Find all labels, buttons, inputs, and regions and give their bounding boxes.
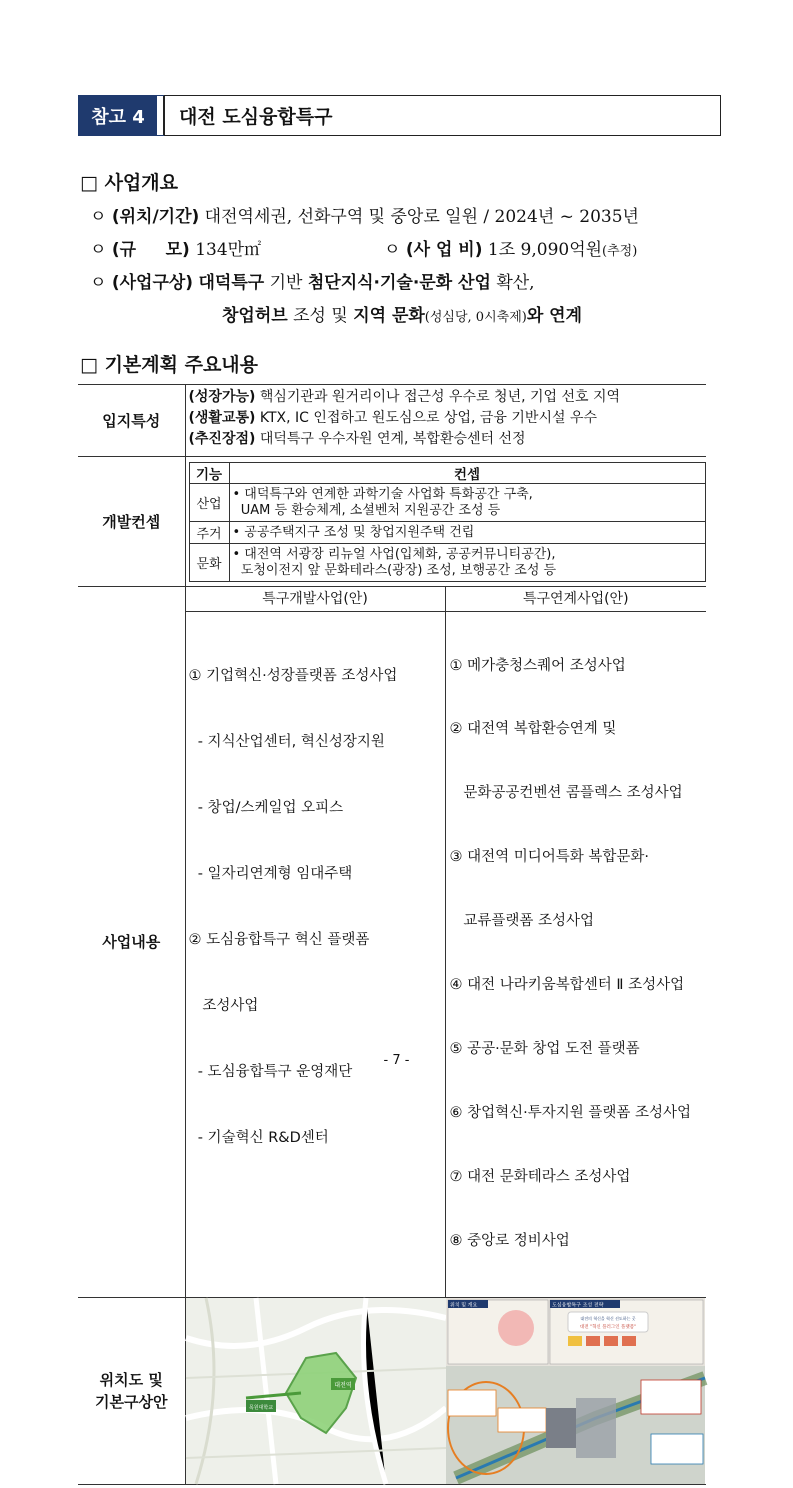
location-value: 대전역세권, 선화구역 및 중앙로 일원 / 2024년 ~ 2035년	[204, 207, 639, 227]
page-number: - 7 -	[383, 1053, 410, 1068]
plan-text-2: 확산,	[496, 273, 535, 293]
row-business	[78, 587, 706, 1298]
plan-bold-2: 첨단지식·기술·문화 산업	[307, 273, 491, 293]
section-heading-overview: □ 사업개요	[80, 172, 178, 194]
concept-plan-graphic	[446, 1298, 705, 1484]
location-map-image	[186, 1298, 446, 1484]
map2-header-1: 위치 및 개요	[449, 1302, 477, 1308]
cost-key: (사 업 비)	[405, 240, 483, 260]
overview-plan: ㅇ (사업구상) 대덕특구 기반 첨단지식·기술·문화 산업 확산,	[90, 273, 535, 293]
map1-univ-tag: 목원대학교	[248, 1404, 273, 1411]
plan-table	[78, 384, 706, 1485]
location-map-graphic	[186, 1298, 446, 1484]
overview-plan-cont	[222, 301, 582, 326]
overview-scale: ㅇ (규 모) 134만㎡	[90, 240, 262, 260]
map2-header-2: 도심융합특구 조성 전략	[551, 1302, 603, 1308]
plan-note: (성심당, 0시축제)	[424, 310, 527, 325]
location-line-2: (생활교통) KTX, IC 인접하고 원도심으로 상업, 금융 기반시설 우수	[188, 410, 598, 426]
row-maps	[78, 1297, 706, 1484]
label-maps: 위치도 및 기본구상안	[78, 1297, 185, 1484]
plan-bold-1: 대덕특구	[198, 273, 265, 293]
plan-bold-3: 창업허브	[222, 306, 288, 326]
reference-tag: 참고 4	[79, 96, 163, 135]
overview-location: ㅇ (위치/기간) 대전역세권, 선화구역 및 중앙로 일원 / 2024년 ~ 2035년	[90, 207, 639, 227]
map2-slogan-1: 대전의 혁신을 혁신 선도하는 곳	[579, 1315, 636, 1321]
plan-key: (사업구상)	[111, 273, 194, 293]
concept-col-function: 기능	[189, 463, 229, 484]
overview-cost: ㅇ (사 업 비) 1조 9,090억원(추정)	[384, 240, 638, 260]
label-concept: 개발컨셉	[78, 457, 185, 587]
concept-table	[189, 462, 706, 582]
business-right-list: ① 메가충청스퀘어 조성사업 ② 대전역 복합환승연계 및 문화공공컨벤션 콤플렉스 조성사업 ③ 대전역 미디어특화 복합문화· 교류플랫폼 조성사업 ④ 대전 나라키움복합센터 Ⅱ 조성사업 ⑤ 공공·문화 창업 도전 플랫폼 ⑥ 창업혁신·투자지원 플랫폼 조성사업 ⑦ 대전 문화테라스 조성사업 ⑧ 중앙로 정비사업	[449, 657, 692, 1249]
plan-text-3: 조성 및	[293, 306, 348, 326]
section-heading-plan: □ 기본계획 주요내용	[80, 354, 259, 376]
concept-col-concept: 컨셉	[229, 463, 705, 484]
cost-value: 1조 9,090억원	[487, 240, 603, 260]
business-left-list: ① 기업혁신·성장플랫폼 조성사업 - 지식산업센터, 혁신성장지원 - 창업/스케일업 오피스 - 일자리연계형 임대주택 ② 도심융합특구 혁신 플랫폼 조성사업 - 도심융합특구 운영재단 - 기술혁신 R&D센터	[186, 612, 446, 1297]
row-concept	[78, 457, 706, 587]
title-box	[78, 95, 721, 136]
label-business: 사업내용	[78, 587, 185, 1298]
concept-row-culture: 문화 • 대전역 서광장 리뉴얼 사업(입체화, 공공커뮤니티공간), 도청이전지 앞 문화테라스(광장) 조성, 보행공간 조성 등	[189, 544, 705, 582]
location-line-1: (성장가능) 핵심기관과 원거리이나 접근성 우수로 청년, 기업 선호 지역	[188, 389, 621, 405]
concept-row-industry: 산업 • 대덕특구와 연계한 과학기술 사업화 특화공간 구축, UAM 등 환승체계, 소셜벤처 지원공간 조성 등	[189, 484, 705, 522]
concept-plan-image	[446, 1298, 707, 1484]
plan-text-1: 기반	[269, 273, 303, 293]
business-right-head: 특구연계사업(안)	[522, 591, 629, 607]
concept-row-housing: 주거 • 공공주택지구 조성 및 창업지원주택 건립	[189, 522, 705, 544]
cost-note: (추정)	[602, 244, 638, 259]
map2-slogan-2: 대전 "혁신 플러그인 플랫폼"	[579, 1324, 636, 1330]
location-key: (위치/기간)	[111, 207, 200, 227]
label-location: 입지특성	[78, 385, 185, 457]
row-location	[78, 385, 706, 457]
business-left-head: 특구개발사업(안)	[186, 587, 446, 611]
plan-bold-5: 와 연계	[526, 306, 583, 326]
map1-station-tag: 대전역	[333, 1381, 352, 1389]
location-line-3: (추진장점) 대덕특구 우수자원 연계, 복합환승센터 선정	[188, 431, 526, 447]
scale-key: (규 모)	[111, 240, 190, 260]
plan-bold-4: 지역 문화	[353, 306, 425, 326]
scale-value: 134만㎡	[195, 240, 262, 260]
page-title: 대전 도심융합특구	[179, 106, 333, 128]
